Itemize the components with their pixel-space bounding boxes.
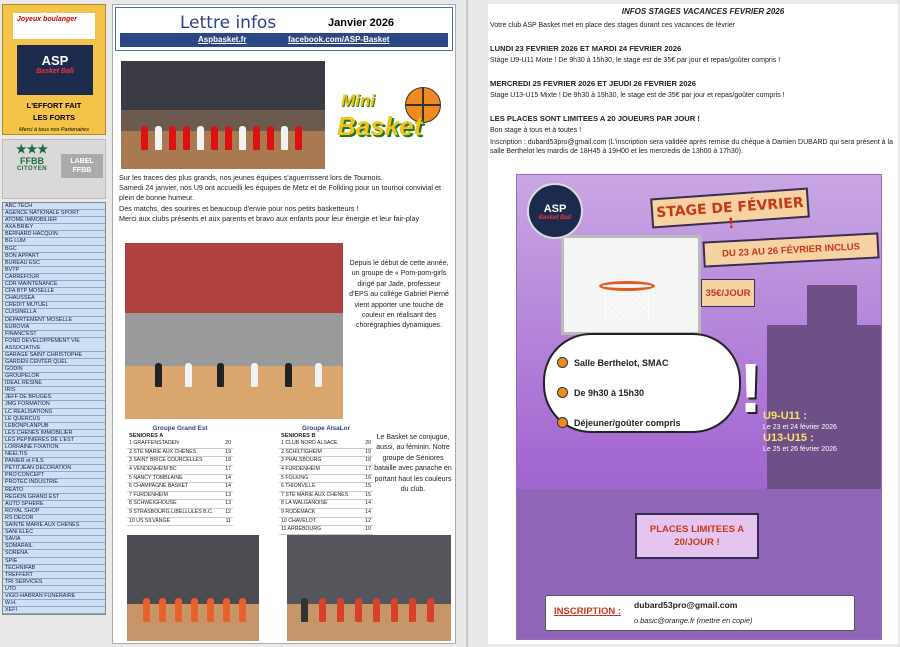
sponsor-sidebar bbox=[2, 4, 106, 644]
standings-team: 1 CLUB NORD ALSACE bbox=[281, 440, 338, 447]
age-group-1: U9-U11 : bbox=[763, 410, 808, 422]
stage-info-title: INFOS STAGES VACANCES FEVRIER 2026 bbox=[621, 7, 785, 16]
standings-ge-rows bbox=[127, 440, 233, 526]
label-ffbb: LABEL FFBB bbox=[61, 154, 103, 178]
sponsor-item: LEBONPLANPUB bbox=[3, 423, 105, 430]
standings-row bbox=[279, 483, 373, 492]
sponsor-item: ROYAL SHOP bbox=[3, 508, 105, 515]
sponsor-item: AUTO SPHERE bbox=[3, 501, 105, 508]
sponsor-item: LES CHENES IMMOBILIER bbox=[3, 430, 105, 437]
standings-points: 13 bbox=[225, 491, 231, 498]
ffbb-label-box bbox=[2, 139, 106, 199]
sponsor-item: SOMARAIL bbox=[3, 543, 105, 550]
standings-row bbox=[127, 500, 233, 509]
standings-ge-title: Groupe Grand Est bbox=[152, 425, 208, 432]
info-meal bbox=[557, 417, 681, 428]
sponsor-item: ATOME IMMOBILIER bbox=[3, 217, 105, 224]
info-hours bbox=[557, 387, 644, 398]
standings-points: 14 bbox=[225, 483, 231, 490]
standings-row bbox=[127, 457, 233, 466]
inscription-email-copy[interactable]: o.basic@orange.fr (mettre en copie) bbox=[634, 616, 753, 625]
age-group-2: U13-U15 : bbox=[763, 432, 814, 444]
sponsor-item: REGION GRAND EST bbox=[3, 494, 105, 501]
sponsor-item: AGENCE NATIONALE SPORT bbox=[3, 210, 105, 217]
column-divider bbox=[466, 0, 468, 647]
sponsor-item: VIGO-HABRAN FUNERAIRE bbox=[3, 593, 105, 600]
standings-team: 10 CHAVELOT bbox=[281, 517, 316, 524]
sponsor-item: SAVIA bbox=[3, 536, 105, 543]
standings-team: 4 VENDENHEIM BC bbox=[129, 465, 177, 472]
standings-team: 6 CHAMPAGNE BASKET bbox=[129, 483, 189, 490]
stage-line-3: Bon stage à tous et à toutes ! bbox=[490, 127, 582, 134]
inscription-email[interactable]: dubard53pro@gmail.com bbox=[634, 600, 738, 610]
sponsor-item: SPIE bbox=[3, 558, 105, 565]
standings-al-rows bbox=[279, 440, 373, 535]
standings-points: 14 bbox=[365, 500, 371, 507]
feminin-text: Le Basket se conjugue, aussi, au féminin. Notre groupe de Séniores bataille avec panache en portant haut les couleurs du club. bbox=[374, 434, 452, 494]
standings-ge-sub: SENIORES A bbox=[129, 432, 164, 439]
standings-points: 17 bbox=[225, 465, 231, 472]
standings-team: 10 US SILVANGE bbox=[129, 517, 171, 524]
info-hours-text: De 9h30 à 15h30 bbox=[574, 387, 645, 398]
standings-row bbox=[127, 483, 233, 492]
intro-text bbox=[119, 173, 455, 224]
stage-head-1: LUNDI 23 FEVRIER 2026 ET MARDI 24 FEVRIER 2026 bbox=[490, 44, 682, 53]
sponsor-item: AXA BRIEY bbox=[3, 224, 105, 231]
ffbb-stars-icon: ★★★ bbox=[15, 142, 49, 156]
age-groups bbox=[763, 411, 882, 455]
exclamation-icon: ! bbox=[739, 349, 763, 427]
sponsor-item: BUREAU ESC bbox=[3, 260, 105, 267]
asp-logo-text: ASP bbox=[41, 53, 69, 68]
effort-thanks: Merci à tous nos Partenaires bbox=[18, 127, 89, 133]
standings-team: 3 PHALSBOURG bbox=[281, 457, 322, 464]
sponsor-item: TREFFERT bbox=[3, 572, 105, 579]
mini-basket-line1: Mini bbox=[341, 91, 375, 110]
info-place-text: Salle Berthelot, SMAC bbox=[574, 357, 669, 368]
standings-team: 7 STE MARIE AUX CHENES bbox=[281, 491, 349, 498]
sponsor-item: GODIN bbox=[3, 366, 105, 373]
stage-head-3: LES PLACES SONT LIMITEES A 20 JOUEURS PAR JOUR ! bbox=[490, 114, 700, 123]
effort-line1: L'EFFORT FAIT bbox=[26, 101, 82, 110]
standings-team: 5 FOLKING bbox=[281, 474, 309, 481]
sponsor-item: CFA BTP MOSELLE bbox=[3, 288, 105, 295]
standings-grand-est bbox=[127, 425, 233, 526]
u9-team-photo bbox=[121, 61, 325, 169]
sponsor-item: BVTP bbox=[3, 267, 105, 274]
standings-points: 20 bbox=[225, 440, 231, 447]
sponsor-item: UTD bbox=[3, 586, 105, 593]
sponsor-list bbox=[2, 202, 106, 615]
sponsor-item: SORENA bbox=[3, 550, 105, 557]
info-place bbox=[557, 357, 669, 368]
standings-team: 2 STE MARIE AUX CHENES bbox=[129, 448, 197, 455]
standings-al-title: Groupe AlsaLor bbox=[301, 425, 351, 432]
standings-points: 12 bbox=[225, 508, 231, 515]
ffbb-logo bbox=[7, 142, 57, 196]
standings-row bbox=[279, 526, 373, 535]
seniores-b-photo bbox=[287, 535, 451, 641]
standings-al-sub: SENIORES B bbox=[281, 432, 316, 439]
net-icon bbox=[605, 291, 649, 319]
standings-team: 8 SCHWEIGHOUSE bbox=[129, 500, 177, 507]
standings-points: 11 bbox=[225, 517, 231, 524]
places-limit-banner: PLACES LIMITEES A 20/JOUR ! bbox=[635, 513, 759, 559]
asp-poster-text: ASP bbox=[543, 203, 567, 215]
sponsor-item: FINANC'EST bbox=[3, 331, 105, 338]
standings-points: 19 bbox=[225, 448, 231, 455]
sponsor-item: CHAUSSEA bbox=[3, 295, 105, 302]
standings-row bbox=[127, 509, 233, 518]
sponsor-item: W.H. bbox=[3, 600, 105, 607]
sponsor-item: CARREFOUR bbox=[3, 274, 105, 281]
sponsor-item: CDR MAINTENANCE bbox=[3, 281, 105, 288]
sponsor-item: DEPARTEMENT MOSELLE bbox=[3, 317, 105, 324]
standings-team: 6 THIONVILLE bbox=[281, 483, 316, 490]
asp-logo-sub: Basket Ball bbox=[36, 68, 74, 75]
standings-team: 1 GRAFFENSTADEN bbox=[129, 440, 179, 447]
age-group-1-dates: Le 23 et 24 février 2026 bbox=[763, 424, 837, 431]
sponsor-item: CUISINELLA bbox=[3, 309, 105, 316]
standings-row bbox=[279, 457, 373, 466]
newsletter-page bbox=[112, 4, 456, 644]
sponsor-item: REATO bbox=[3, 487, 105, 494]
standings-team: 2 SCHILTIGHEIM bbox=[281, 448, 322, 455]
standings-row bbox=[279, 492, 373, 501]
standings-row bbox=[127, 449, 233, 458]
standings-row bbox=[127, 492, 233, 501]
mini-basket-logo bbox=[337, 85, 449, 157]
stage-banner: STAGE DE FÉVRIER ! bbox=[650, 188, 810, 229]
sponsor-item: JMG FORMATION bbox=[3, 401, 105, 408]
standings-team: 4 FURDENHEIM bbox=[281, 465, 320, 472]
standings-row bbox=[279, 500, 373, 509]
sponsor-item: BGC bbox=[3, 246, 105, 253]
standings-row bbox=[127, 440, 233, 449]
sponsor-item: LE QUERCUS bbox=[3, 416, 105, 423]
standings-alsalor bbox=[279, 425, 373, 535]
sponsor-item: TRI SERVICES bbox=[3, 579, 105, 586]
sponsor-item: IDEAL RESINE bbox=[3, 380, 105, 387]
standings-row bbox=[127, 518, 233, 527]
sponsor-item: NEELTIS bbox=[3, 451, 105, 458]
sponsor-item: JEFF DE BRUGES bbox=[3, 394, 105, 401]
standings-row bbox=[279, 466, 373, 475]
sponsor-item: TECHNIFAB bbox=[3, 565, 105, 572]
stage-line-4: Inscription : dubard53pro@gmail.com (L'inscription sera validée après remise du chèque à Damien DUBARD qui sera présent à la salle Berthelot les mardis de 18H45 à 19H00 et les mercredis de 13h00 à 17h30). bbox=[490, 139, 893, 155]
standings-points: 17 bbox=[365, 465, 371, 472]
price-tag: 35€/JOUR bbox=[701, 279, 755, 307]
sponsor-item: PETITJEAN DECORATION bbox=[3, 465, 105, 472]
sponsor-item: BERNARD HACQUIN bbox=[3, 231, 105, 238]
standings-row bbox=[279, 440, 373, 449]
asp-logo bbox=[17, 45, 93, 95]
standings-points: 15 bbox=[365, 491, 371, 498]
intro-p4: Merci aux clubs présents et aux parents et bravo aux enfants pour leur énergie et leur fair-play bbox=[119, 213, 420, 223]
effort-slogan bbox=[3, 100, 105, 136]
mini-basket-line2: Basket bbox=[337, 111, 423, 141]
sponsor-item: ABC TECH bbox=[3, 203, 105, 210]
sponsor-item: LES PEPINIERES DE L'EST bbox=[3, 437, 105, 444]
standings-points: 12 bbox=[365, 517, 371, 524]
info-meal-text: Déjeuner/goûter compris bbox=[574, 417, 681, 428]
standings-team: 11 ARREBOURG bbox=[281, 526, 321, 533]
effort-line2: LES FORTS bbox=[32, 113, 76, 122]
standings-points: 20 bbox=[365, 440, 371, 447]
basketball-icon bbox=[557, 387, 568, 398]
stage-line-2: Stage U13-U15 Mixte ! De 9h30 à 15h30, le stage est de 35€ par jour et repas/goûter compris ! bbox=[490, 92, 785, 99]
asp-poster-sub: Basket Ball bbox=[538, 215, 572, 221]
inscription-label: INSCRIPTION : bbox=[554, 606, 622, 617]
sponsor-item: EUROVIA bbox=[3, 324, 105, 331]
sponsor-item: PRO'CONCEPT bbox=[3, 472, 105, 479]
standings-points: 15 bbox=[365, 483, 371, 490]
sponsor-item: LORRAINE FIXATION bbox=[3, 444, 105, 451]
standings-points: 18 bbox=[365, 457, 371, 464]
standings-row bbox=[127, 475, 233, 484]
site-link[interactable]: Aspbasket.fr bbox=[198, 35, 247, 44]
seniores-a-photo bbox=[127, 535, 259, 641]
sponsor-item: RS DECOR bbox=[3, 515, 105, 522]
standings-row bbox=[279, 518, 373, 527]
stage-info-intro: Votre club ASP Basket met en place des stages durant ces vacances de février bbox=[490, 22, 736, 29]
standings-team: 5 NANCY TOMBLAINE bbox=[129, 474, 183, 481]
sponsor-item: CREDIT MUTUEL bbox=[3, 302, 105, 309]
sponsor-item: IRIS bbox=[3, 387, 105, 394]
page-title: Lettre infos bbox=[180, 13, 277, 33]
standings-row bbox=[279, 509, 373, 518]
ffbb-name: FFBB bbox=[20, 156, 44, 166]
standings-team: 7 FURDENHEIM bbox=[129, 491, 168, 498]
intro-p2: Samedi 24 janvier, nos U9 ont accueilli les équipes de Metz et de Folkling pour un tournoi convivial et plein de bonne humeur. bbox=[119, 183, 442, 203]
partner-box bbox=[2, 4, 106, 135]
stage-head-2: MERCREDI 25 FEVRIER 2026 ET JEUDI 26 FEVRIER 2026 bbox=[490, 79, 696, 88]
standings-team: 9 RODEMACK bbox=[281, 508, 316, 515]
sponsor-item: PANIER et FILS bbox=[3, 458, 105, 465]
standings-points: 13 bbox=[225, 500, 231, 507]
sponsor-item: GROUPELOR bbox=[3, 373, 105, 380]
standings-points: 16 bbox=[365, 474, 371, 481]
standings-row bbox=[127, 466, 233, 475]
standings-team: 9 STRASBOURG LIBELLULES B.C. bbox=[129, 508, 214, 515]
page-date: Janvier 2026 bbox=[328, 17, 395, 29]
standings-points: 10 bbox=[365, 526, 371, 533]
pompom-photo bbox=[125, 243, 343, 419]
standings-points: 18 bbox=[225, 457, 231, 464]
sponsor-item: BON APPART bbox=[3, 253, 105, 260]
standings-points: 19 bbox=[365, 448, 371, 455]
sponsor-item: GARDEN CENTER QUEL bbox=[3, 359, 105, 366]
facebook-link[interactable]: facebook.com/ASP-Basket bbox=[288, 35, 390, 44]
sponsor-item: BG LUM bbox=[3, 238, 105, 245]
sponsor-item: GARAGE SAINT CHRISTOPHE bbox=[3, 352, 105, 359]
sponsor-item: SANI ELEC bbox=[3, 529, 105, 536]
standings-team: 8 LA WALGANOISE bbox=[281, 500, 328, 507]
hoop-icon bbox=[599, 281, 655, 291]
sponsor-item: XEFI bbox=[3, 607, 105, 614]
page-header bbox=[115, 7, 453, 51]
standings-team: 3 SAINT BRICE COURCELLES bbox=[129, 457, 203, 464]
partner-logos: Joyeux boulanger bbox=[13, 13, 95, 39]
intro-p1: Sur les traces des plus grands, nos jeunes équipes s'aguerrissent lors de Tournois. bbox=[119, 173, 383, 182]
intro-p3: Des matchs, des sourires et beaucoup d'envie pour nos petits basketteurs ! bbox=[119, 203, 359, 213]
standings-points: 14 bbox=[365, 508, 371, 515]
basketball-icon bbox=[557, 357, 568, 368]
header-links-band bbox=[120, 33, 448, 47]
sponsor-item: FOND DEVELOPPEMENT VIE ASSOCIATIVE bbox=[3, 338, 105, 352]
sponsor-item: LC REALISATIONS bbox=[3, 409, 105, 416]
age-group-2-dates: Le 25 et 26 février 2026 bbox=[763, 446, 837, 453]
ffbb-citoyen: CITOYEN bbox=[16, 166, 48, 172]
inscription-bar bbox=[545, 595, 855, 631]
dates-banner: DU 23 AU 26 FÉVRIER INCLUS bbox=[702, 232, 879, 267]
sponsor-item: PROTEC INDUSTRIE bbox=[3, 479, 105, 486]
sponsor-item: SAINTE MARIE AUX CHENES bbox=[3, 522, 105, 529]
standings-row bbox=[279, 475, 373, 484]
pompom-text: Depuis le début de cette année, un groupe de « Pom-pom-girls dirigé par Jade, professeur d'EPS au collège Gabriel Pierné vient apporter une touche de couleur en réalisant des chorégraphies dynamiques. bbox=[349, 260, 449, 330]
stage-poster bbox=[516, 174, 882, 640]
asp-poster-logo bbox=[527, 183, 583, 239]
standings-points: 14 bbox=[225, 474, 231, 481]
standings-row bbox=[279, 449, 373, 458]
stage-line-1: Stage U9-U11 Mixte ! De 9h30 à 15h30, le stage est de 35€ par jour et repas/goûter compris ! bbox=[490, 57, 781, 64]
basketball-icon bbox=[557, 417, 568, 428]
